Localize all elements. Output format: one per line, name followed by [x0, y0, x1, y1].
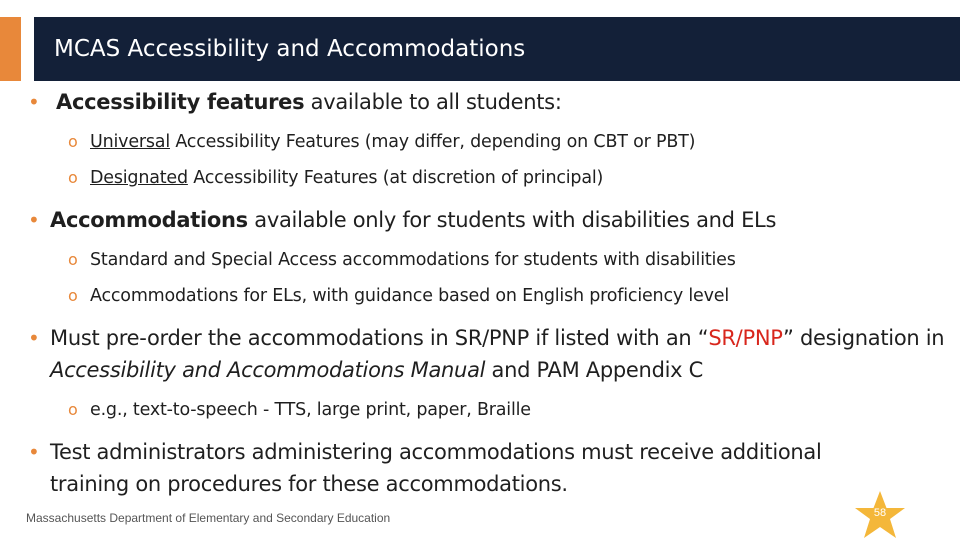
bullet-bold: Accessibility features	[56, 90, 305, 114]
bullet-text	[56, 90, 562, 114]
sub-bullet-text: e.g., text-to-speech - TTS, large print, paper, Braille	[90, 400, 531, 420]
sub-bullet-icon: o	[68, 132, 78, 151]
sub-bullet-icon: o	[68, 250, 78, 269]
sub-bullet-underlined: Universal	[90, 132, 170, 152]
bullet-bold: Accommodations	[50, 208, 248, 232]
bullet-text: Test administrators administering accommodations must receive additional training on procedures for these accommodations.	[50, 440, 822, 496]
sub-bullet-text: Standard and Special Access accommodations for students with disabilities	[90, 250, 736, 270]
bullet-training	[28, 436, 880, 500]
sub-bullet-els	[68, 278, 948, 314]
sub-bullet-text: Accessibility Features (at discretion of principal)	[187, 168, 604, 188]
sub-bullet-icon: o	[68, 400, 78, 419]
slide-title: MCAS Accessibility and Accommodations	[54, 36, 526, 62]
bullet-rest: available only for students with disabilities and ELs	[247, 208, 777, 232]
footer-organization: Massachusetts Department of Elementary and Secondary Education	[26, 511, 391, 525]
sr-pnp-highlight: SR/PNP	[708, 326, 783, 350]
bullet-text-part3: and PAM Appendix C	[485, 358, 703, 382]
bullet-text-part1: Must pre-order the accommodations in SR/PNP if listed with an “	[50, 326, 709, 350]
bullet-icon: •	[28, 326, 40, 350]
sub-bullet-examples	[68, 392, 948, 428]
sub-bullet-designated	[68, 160, 948, 196]
sub-bullet-standard-special	[68, 242, 948, 278]
slide-body	[28, 86, 948, 500]
bullet-accommodations	[28, 204, 948, 236]
bullet-accessibility-features	[28, 86, 948, 118]
bullet-icon: •	[28, 440, 40, 464]
manual-title: Accessibility and Accommodations Manual	[50, 358, 486, 382]
bullet-pre-order	[28, 322, 948, 386]
sub-bullet-text: Accessibility Features (may differ, depending on CBT or PBT)	[169, 132, 696, 152]
sub-bullet-icon: o	[68, 286, 78, 305]
slide-title-bar	[34, 17, 960, 81]
bullet-icon: •	[28, 90, 40, 114]
page-number: 58	[873, 507, 887, 519]
bullet-rest: available to all students:	[304, 90, 562, 114]
bullet-text-part2: ” designation in	[782, 326, 945, 350]
sub-bullet-underlined: Designated	[90, 168, 188, 188]
title-accent-bar	[0, 17, 21, 81]
sub-bullet-universal	[68, 124, 948, 160]
sub-bullet-text: Accommodations for ELs, with guidance based on English proficiency level	[90, 286, 729, 306]
bullet-icon: •	[28, 208, 40, 232]
sub-bullet-icon: o	[68, 168, 78, 187]
